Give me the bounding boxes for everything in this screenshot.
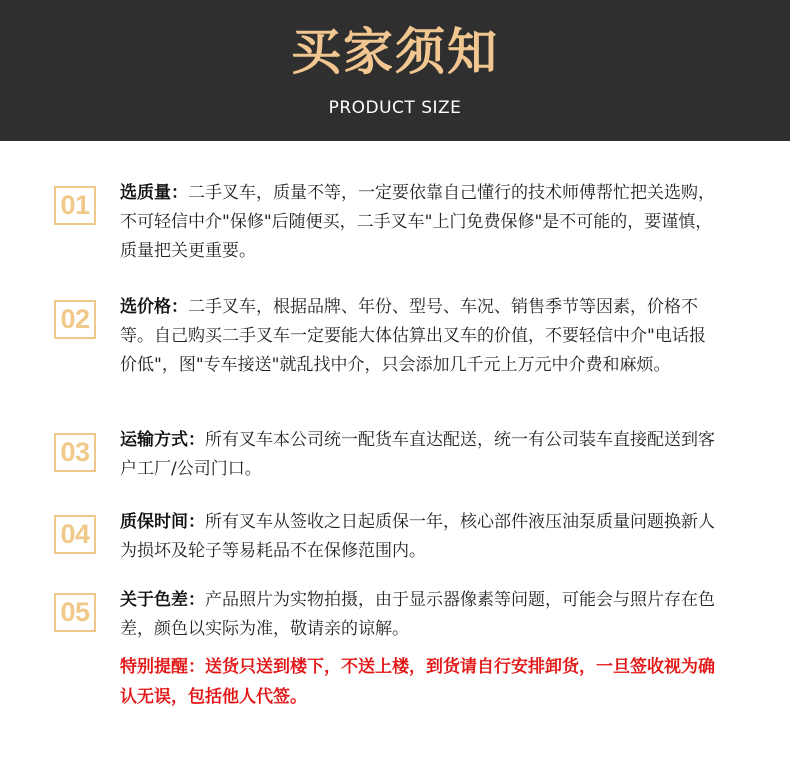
item-label: 运输方式： [120, 430, 205, 450]
number-badge [54, 593, 96, 632]
page-subtitle: PRODUCT SIZE [328, 98, 462, 118]
item-body: 二手叉车，根据品牌、年份、型号、车况、销售季节等因素，价格不等。自己购买二手叉车一定要能大体估算出叉车的价值，不要轻信中介"电话报价低"，图"专车接送"就乱找中介，只会添加几千元上万元中介费和麻烦。 [120, 297, 706, 375]
item-text [120, 508, 720, 566]
item-text [120, 179, 720, 266]
item-body: 产品照片为实物拍摄，由于显示器像素等问题，可能会与照片存在色差，颜色以实际为准，敬请亲的谅解。 [120, 590, 715, 639]
item-text [120, 293, 720, 380]
special-reminder: 特别提醒：送货只送到楼下，不送上楼，到货请自行安排卸货，一旦签收视为确认无误，包括他人代签。 [120, 657, 715, 707]
item-number: 02 [60, 304, 90, 334]
number-badge [54, 433, 96, 472]
number-badge [54, 515, 96, 554]
item-label: 质保时间： [120, 512, 205, 532]
item-body: 二手叉车，质量不等，一定要依靠自己懂行的技术师傅帮忙把关选购，不可轻信中介"保修"后随便买，二手叉车"上门免费保修"是不可能的，要谨慎，质量把关更重要。 [120, 183, 715, 261]
item-number: 05 [60, 597, 90, 627]
item-label: 选价格： [120, 297, 188, 317]
item-number: 01 [60, 190, 90, 220]
item-body: 所有叉车本公司统一配货车直达配送，统一有公司装车直接配送到客户工厂/公司门口。 [120, 430, 715, 479]
header-banner [0, 0, 790, 141]
item-text [120, 586, 720, 644]
item-number: 04 [60, 519, 90, 549]
page-title: 买家须知 [291, 22, 499, 81]
number-badge [54, 300, 96, 339]
item-number: 03 [60, 437, 90, 467]
item-label: 选质量： [120, 183, 188, 203]
item-body: 所有叉车从签收之日起质保一年，核心部件液压油泵质量问题换新人为损坏及轮子等易耗品不在保修范围内。 [120, 512, 715, 561]
number-badge [54, 186, 96, 225]
item-label: 关于色差： [120, 590, 205, 610]
item-text [120, 426, 720, 484]
